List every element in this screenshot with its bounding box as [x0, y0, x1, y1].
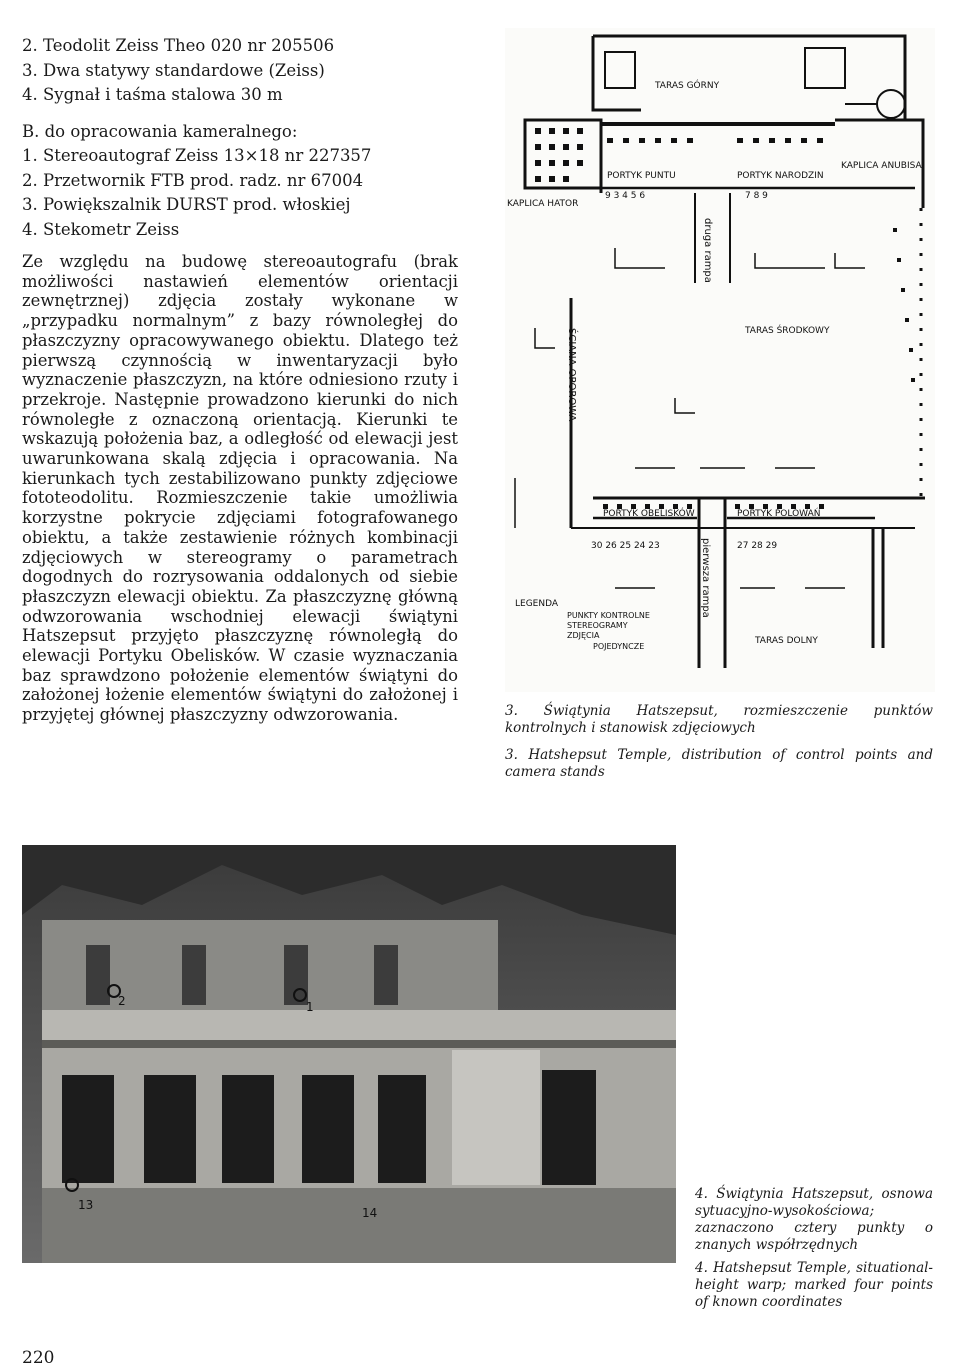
label-taras-dolny: TARAS DOLNY: [755, 636, 818, 646]
label-pierwsza-rampa: pierwsza rampa: [700, 538, 711, 618]
label-taras-gorny: TARAS GÓRNY: [655, 81, 720, 91]
page-number: 220: [22, 1348, 55, 1368]
label-portyk-narodzin: PORTYK NARODZIN: [737, 171, 824, 181]
point-numbers-top-right: 7 8 9: [745, 191, 768, 201]
caption-pl: 4. Świątynia Hatszepsut, osnowa sytuacyjno-wysokościowa; zaznaczono cztery punkty o znanych współrzędnych: [695, 1186, 933, 1253]
point-numbers-top-left: 9 3 4 5 6: [605, 191, 646, 201]
legend-item-2: STEREOGRAMY: [567, 621, 628, 630]
legend-item-1: PUNKTY KONTROLNE: [567, 611, 650, 620]
equipment-list-a: [22, 34, 458, 108]
temple-photo: [22, 845, 676, 1263]
photo-point-label: 14: [362, 1206, 378, 1220]
legend-title: LEGENDA: [515, 599, 559, 609]
label-portyk-polowan: PORTYK POLOWAŃ: [737, 509, 821, 519]
label-portyk-puntu: PORTYK PUNTU: [607, 171, 676, 181]
equipment-list-b: [22, 144, 458, 242]
label-kaplica-hator: KAPLICA HATOR: [507, 199, 579, 209]
body-paragraph: Ze względu na budowę stereoautografu (brak możliwości nastawień elementów orientacji zewnętrznej) zdjęcia zostały wykonane w „przypadku normalnym” z bazy równoległej do płaszczyzny opracowywanego obiektu. Dlatego też pierwszą czynnością w inwentaryzacji było wyznaczenie płaszczyzn, na które odniesiono rzuty i przekroje. Następnie prowadzono kierunki do nich równoległe z oznaczoną orientacją. Kierunki te wskazują położenia baz, a odległość od elewacji jest uwarunkowana skalą zdjęcia i opracowania. Na kierunkach tych zestabilizowano punkty zdjęciowe fototeodolitu. Rozmieszczenie takie umożliwia korzystne pokrycie zdjęciami fotografowanego obiektu, a także zestawienie różnych kombinacji zdjęciowych w stereogramy o parametrach dogodnych do rozrysowania oddalonych od siebie płaszczyzn elewacji obiektu. Za płaszczyznę główną odwzorowania wschodniej elewacji świątyni Hatszepsut przyjęto płaszczyznę równoległą do elewacji Portyku Obelisków. W czasie wyznaczania baz sprawdzono położenie elementów świątyni do założonej łożenie elementów świątyni do założonej i przyjętej głównej płaszczyzny odwzorowania.: [22, 252, 458, 725]
left-column: [22, 34, 458, 741]
list-item: 2. Przetwornik FTB prod. radz. nr 67004: [22, 170, 364, 190]
temple-plan-figure: [505, 28, 935, 692]
caption-en: 3. Hatshepsut Temple, distribution of control points and camera stands: [505, 747, 933, 780]
label-taras-srodkowy: TARAS ŚRODKOWY: [745, 326, 830, 336]
legend-item-4: POJEDYNCZE: [593, 642, 645, 651]
legend-item-3: ZDJĘCIA: [567, 631, 600, 640]
figure-3-caption: [505, 703, 933, 781]
list-item: 3. Powiększalnik DURST prod. włoskiej: [22, 195, 351, 214]
list-item: 1. Stereoautograf Zeiss 13×18 nr 227357: [22, 146, 372, 165]
point-numbers-bottom-right: 27 28 29: [737, 541, 778, 551]
photo-point-label: 1: [306, 1000, 314, 1014]
label-druga-rampa: druga rampa: [702, 218, 713, 283]
point-numbers-bottom-left: 30 26 25 24 23: [591, 541, 660, 551]
photo-point-label: 2: [118, 994, 126, 1008]
label-kaplica-anubisa: KAPLICA ANUBISA: [841, 161, 922, 171]
list-item: 4. Stekometr Zeiss: [22, 219, 180, 239]
caption-pl: 3. Świątynia Hatszepsut, rozmieszczenie punktów kontrolnych i stanowisk zdjęciowych: [505, 703, 933, 736]
list-item: 4. Sygnał i taśma stalowa 30 m: [22, 85, 283, 104]
figure-4-caption: [695, 1186, 933, 1311]
list-item: 3. Dwa statywy standardowe (Zeiss): [22, 60, 325, 80]
list-item: 2. Teodolit Zeiss Theo 020 nr 205506: [22, 36, 335, 55]
section-subhead: B. do opracowania kameralnego:: [22, 121, 298, 141]
label-sciana-oporowa: ŚCIANA OPOROWA: [566, 328, 577, 422]
caption-en: 4. Hatshepsut Temple, situational-height warp; marked four points of known coordinates: [695, 1260, 933, 1310]
label-portyk-obeliskow: PORTYK OBELISKÓW: [603, 509, 695, 519]
photo-point-label: 13: [78, 1198, 94, 1212]
